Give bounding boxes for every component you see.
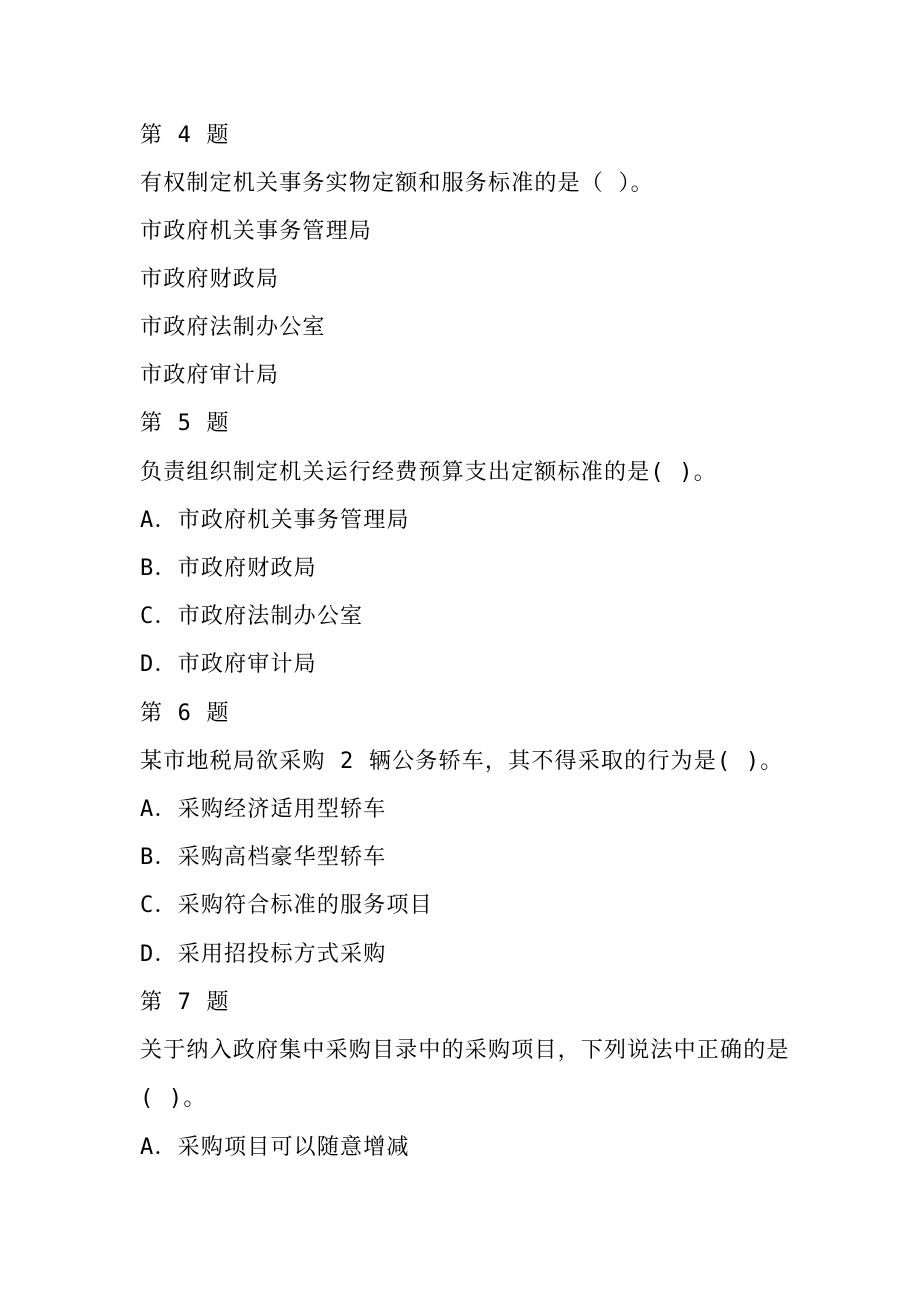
question-4-option: 市政府财政局 bbox=[140, 267, 280, 292]
question-5-option-c: C．市政府法制办公室 bbox=[140, 604, 364, 629]
question-5-option-b: B．市政府财政局 bbox=[140, 556, 317, 581]
question-7-heading: 第 7 题 bbox=[140, 990, 230, 1015]
question-6-heading: 第 6 题 bbox=[140, 701, 230, 726]
question-5-option-a: A．市政府机关事务管理局 bbox=[140, 508, 410, 533]
question-4-option: 市政府法制办公室 bbox=[140, 315, 326, 340]
question-6-option-a: A．采购经济适用型轿车 bbox=[140, 797, 387, 822]
question-5-stem: 负责组织制定机关运行经费预算支出定额标准的是( )。 bbox=[140, 460, 717, 485]
question-7-stem-line-2: ( )。 bbox=[140, 1086, 207, 1111]
question-4-heading: 第 4 题 bbox=[140, 123, 230, 148]
question-4-option: 市政府审计局 bbox=[140, 363, 280, 388]
question-6-option-b: B．采购高档豪华型轿车 bbox=[140, 845, 387, 870]
question-4-stem: 有权制定机关事务实物定额和服务标准的是（ ）。 bbox=[140, 171, 654, 196]
question-7-option-a: A．采购项目可以随意增减 bbox=[140, 1135, 410, 1160]
question-5-option-d: D．市政府审计局 bbox=[140, 652, 317, 677]
question-6-option-d: D．采用招投标方式采购 bbox=[140, 942, 387, 967]
question-7-stem-line-1: 关于纳入政府集中采购目录中的采购项目，下列说法中正确的是 bbox=[140, 1038, 790, 1063]
question-6-option-c: C．采购符合标准的服务项目 bbox=[140, 893, 433, 918]
question-6-stem: 某市地税局欲采购 2 辆公务轿车，其不得采取的行为是( )。 bbox=[140, 749, 784, 774]
question-4-option: 市政府机关事务管理局 bbox=[140, 219, 373, 244]
question-5-heading: 第 5 题 bbox=[140, 411, 230, 436]
